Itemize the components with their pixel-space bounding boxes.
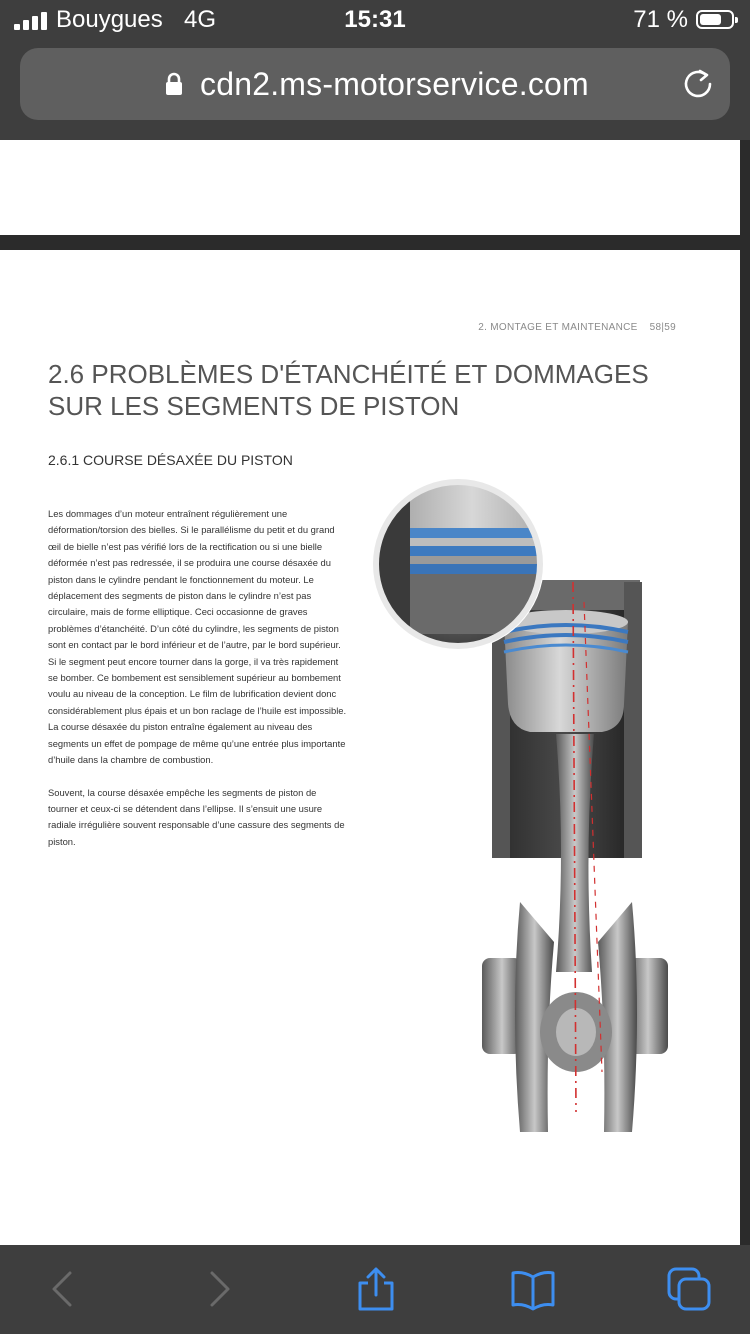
battery-icon: [696, 10, 734, 29]
piston-illustration: [370, 472, 680, 1142]
paragraph: Souvent, la course désaxée empêche les segments de piston de tourner et ceux-ci se détendent dans l’ellipse. Il s’ensuit une usure radiale irrégulière souvent responsable d’une cassure des segments de piston.: [48, 786, 345, 847]
tabs-icon[interactable]: [665, 1265, 713, 1313]
book-icon[interactable]: [509, 1265, 557, 1313]
browser-bottom-bar: [0, 1245, 750, 1334]
previous-pdf-page: [0, 140, 740, 235]
battery-percent: 71 %: [633, 6, 688, 33]
page-numbers: 58|59: [649, 322, 676, 333]
page-title: 2.6 PROBLÈMES D'ÉTANCHÉITÉ ET DOMMAGES SUR LES SEGMENTS DE PISTON: [48, 359, 649, 421]
section-label: 2. MONTAGE ET MAINTENANCE: [478, 322, 638, 333]
status-time: 15:31: [344, 6, 406, 33]
chevron-left-icon[interactable]: [40, 1265, 88, 1313]
network-type: 4G: [184, 6, 217, 33]
running-head: [478, 322, 676, 333]
reload-icon[interactable]: [680, 66, 716, 102]
section-subtitle: 2.6.1 COURSE DÉSAXÉE DU PISTON: [48, 452, 293, 468]
pdf-page: [0, 250, 740, 1245]
status-bar: [0, 0, 750, 40]
share-icon[interactable]: [352, 1265, 400, 1313]
address-bar[interactable]: [20, 48, 730, 120]
lock-icon: [165, 72, 183, 96]
url-text[interactable]: cdn2.ms-motorservice.com: [200, 66, 589, 102]
carrier-name: Bouygues: [56, 6, 163, 33]
body-text: [48, 506, 348, 866]
chevron-right-icon[interactable]: [194, 1265, 242, 1313]
paragraph: Les dommages d’un moteur entraînent régulièrement une déformation/torsion des bielles. Si le parallélisme du petit et du grand œil de bielle n’est pas vérifié lors de la rectification ou si une bielle déformée n’est pas redressée, il se produira une course désaxée du piston dans le cylindre pendant le fonctionnement du moteur. Le déplacement des segments de piston dans le cylindre n’est pas circulaire, mais de forme elliptique. Ceci occasionne de graves problèmes d’étanchéité. D’un côté du cylindre, les segments de piston sont en contact par le bord inférieur et de l’autre, par le bord supérieur. Si le segment peut encore tourner dans la gorge, il va très rapidement se bomber. Ce bombement est sensiblement supérieur au bombement voulu au niveau de la conception. Le film de lubrification devient donc considérablement plus épais et un bon raclage de l’huile est impossible. La course désaxée du piston entraîne également au niveau des segments un effet de pompage de même qu’une entrée plus importante d’huile dans la chambre de combustion.: [48, 508, 347, 766]
browser-toolbar: [0, 40, 750, 140]
